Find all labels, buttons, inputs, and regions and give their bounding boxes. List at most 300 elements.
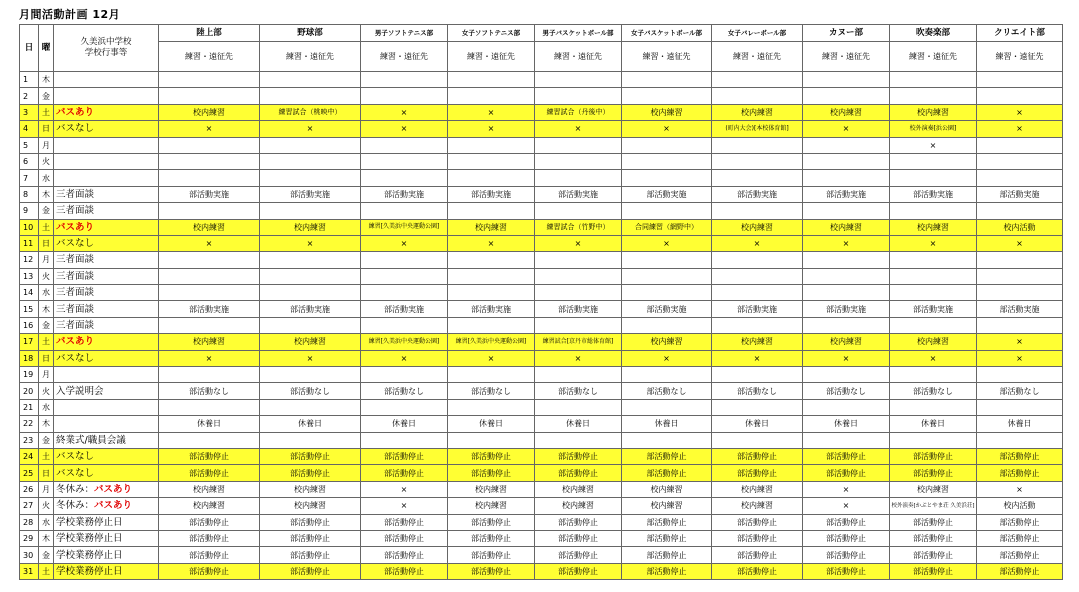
activity-cell: 部活動停止 (448, 514, 535, 530)
activity-cell (622, 367, 712, 383)
activity-cell: × (622, 235, 712, 251)
activity-cell (159, 285, 260, 301)
event-cell (54, 514, 159, 530)
day-cell: 20 (20, 383, 39, 399)
weekday-cell: 火 (39, 268, 54, 284)
table-row (20, 268, 1063, 284)
activity-cell (622, 153, 712, 169)
activity-cell: 部活動なし (977, 383, 1063, 399)
weekday-cell: 水 (39, 170, 54, 186)
activity-cell: 部活動停止 (622, 448, 712, 464)
club-header-8: 吹奏楽部 (890, 25, 977, 42)
activity-cell (448, 268, 535, 284)
weekday-cell: 月 (39, 481, 54, 497)
weekday-cell: 金 (39, 432, 54, 448)
activity-cell (361, 170, 448, 186)
weekday-cell: 月 (39, 137, 54, 153)
activity-cell (890, 170, 977, 186)
activity-cell (260, 252, 361, 268)
weekday-cell: 月 (39, 367, 54, 383)
activity-cell: × (361, 498, 448, 514)
event-text: バスなし (56, 467, 95, 479)
event-cell (54, 317, 159, 333)
activity-cell (803, 268, 890, 284)
activity-cell (260, 88, 361, 104)
activity-cell: 部活動実施 (977, 301, 1063, 317)
activity-cell: 校内練習 (712, 334, 803, 350)
activity-cell (159, 399, 260, 415)
event-text: 学校業務停止日 (56, 549, 123, 561)
activity-cell (361, 252, 448, 268)
event-cell (54, 465, 159, 481)
activity-cell (977, 317, 1063, 333)
table-row (20, 317, 1063, 333)
activity-cell (535, 203, 622, 219)
activity-cell: 部活動停止 (159, 530, 260, 546)
weekday-cell: 金 (39, 547, 54, 563)
activity-cell (159, 252, 260, 268)
activity-cell (622, 137, 712, 153)
activity-schedule-table (19, 24, 1063, 580)
event-cell (54, 448, 159, 464)
activity-cell: 部活動実施 (535, 301, 622, 317)
table-row (20, 530, 1063, 546)
club-header-5: 女子バスケットボール部 (622, 25, 712, 42)
activity-cell: × (977, 104, 1063, 120)
event-cell (54, 432, 159, 448)
activity-cell: 校内練習 (535, 498, 622, 514)
activity-cell: 部活動停止 (622, 530, 712, 546)
event-cell (54, 383, 159, 399)
activity-cell: × (712, 350, 803, 366)
activity-cell: 校内練習 (803, 219, 890, 235)
weekday-cell: 金 (39, 203, 54, 219)
activity-cell: 練習試合（桃映中） (260, 104, 361, 120)
event-text: バスなし (56, 238, 95, 250)
activity-cell (977, 153, 1063, 169)
weekday-cell: 木 (39, 186, 54, 202)
activity-cell (448, 367, 535, 383)
event-cell (54, 350, 159, 366)
activity-cell (361, 399, 448, 415)
event-text: 終業式/職員会議 (56, 434, 126, 446)
day-cell: 16 (20, 317, 39, 333)
activity-cell: 部活動停止 (803, 465, 890, 481)
activity-cell: 部活動なし (803, 383, 890, 399)
activity-cell (977, 285, 1063, 301)
activity-cell: × (361, 104, 448, 120)
event-text: バスなし (56, 123, 95, 135)
day-cell: 18 (20, 350, 39, 366)
event-cell (54, 235, 159, 251)
activity-cell: 部活動なし (260, 383, 361, 399)
activity-cell (361, 72, 448, 88)
activity-cell: 部活動実施 (890, 301, 977, 317)
event-text: バスなし (56, 352, 95, 364)
table-row (20, 563, 1063, 579)
activity-cell: 部活動停止 (159, 465, 260, 481)
activity-cell (977, 432, 1063, 448)
activity-cell: 練習試合（竹野中） (535, 219, 622, 235)
weekday-cell: 木 (39, 72, 54, 88)
activity-cell: 校外演奏[かぶとやま荘 久美浜荘] (890, 498, 977, 514)
activity-cell (803, 170, 890, 186)
club-subheader-9: 練習・遠征先 (977, 42, 1063, 72)
activity-cell: 休養日 (448, 416, 535, 432)
activity-cell: 部活動停止 (622, 563, 712, 579)
activity-cell: × (448, 350, 535, 366)
table-row (20, 235, 1063, 251)
activity-cell (622, 285, 712, 301)
activity-cell (622, 88, 712, 104)
activity-cell (977, 399, 1063, 415)
activity-cell (803, 203, 890, 219)
activity-cell: 部活動実施 (260, 186, 361, 202)
activity-cell: 練習試合[京丹市総体育館] (535, 334, 622, 350)
day-cell: 19 (20, 367, 39, 383)
activity-cell: 校内練習 (803, 334, 890, 350)
weekday-cell: 日 (39, 121, 54, 137)
activity-cell (977, 72, 1063, 88)
table-row (20, 367, 1063, 383)
table-row (20, 448, 1063, 464)
activity-cell (622, 399, 712, 415)
day-cell: 26 (20, 481, 39, 497)
activity-cell (890, 285, 977, 301)
event-text: 学校業務停止日 (56, 533, 123, 545)
club-subheader-3: 練習・遠征先 (448, 42, 535, 72)
activity-cell: 校内練習 (535, 481, 622, 497)
activity-cell: 部活動実施 (977, 186, 1063, 202)
activity-cell: 校内練習 (159, 104, 260, 120)
club-header-9: クリエイト部 (977, 25, 1063, 42)
activity-cell: 休養日 (890, 416, 977, 432)
weekday-cell: 土 (39, 448, 54, 464)
club-subheader-7: 練習・遠征先 (803, 42, 890, 72)
table-row (20, 514, 1063, 530)
activity-cell: × (448, 121, 535, 137)
activity-cell: 校内練習 (622, 498, 712, 514)
day-cell: 24 (20, 448, 39, 464)
activity-cell (535, 317, 622, 333)
event-text: 学校業務停止日 (56, 565, 123, 577)
activity-cell (712, 170, 803, 186)
activity-cell (890, 72, 977, 88)
table-row (20, 203, 1063, 219)
activity-cell: 校内練習 (712, 104, 803, 120)
activity-cell (712, 153, 803, 169)
day-cell: 1 (20, 72, 39, 88)
activity-cell: 部活動停止 (535, 465, 622, 481)
activity-cell (260, 153, 361, 169)
activity-cell: 部活動実施 (803, 186, 890, 202)
activity-cell: 部活動実施 (361, 301, 448, 317)
event-cell (54, 563, 159, 579)
activity-cell (890, 367, 977, 383)
activity-cell: 部活動停止 (803, 563, 890, 579)
activity-cell: × (448, 104, 535, 120)
activity-cell: 部活動停止 (712, 514, 803, 530)
activity-cell: 練習[久美浜中央運動公園] (361, 334, 448, 350)
activity-cell: 部活動停止 (977, 530, 1063, 546)
day-cell: 3 (20, 104, 39, 120)
event-cell (54, 170, 159, 186)
activity-cell (977, 268, 1063, 284)
activity-cell: 校内練習 (159, 481, 260, 497)
activity-cell (361, 88, 448, 104)
activity-cell: 校内練習 (159, 498, 260, 514)
activity-cell: 校内練習 (622, 334, 712, 350)
activity-cell: 部活動停止 (260, 465, 361, 481)
activity-cell: 部活動なし (159, 383, 260, 399)
club-header-0: 陸上部 (159, 25, 260, 42)
event-cell (54, 153, 159, 169)
activity-cell: 部活動停止 (890, 547, 977, 563)
event-text: 三者面談 (56, 254, 95, 266)
table-row (20, 88, 1063, 104)
activity-cell: 部活動実施 (260, 301, 361, 317)
activity-cell: 部活動停止 (159, 547, 260, 563)
activity-cell (890, 88, 977, 104)
table-row (20, 498, 1063, 514)
activity-cell: 部活動実施 (803, 301, 890, 317)
activity-cell (803, 285, 890, 301)
table-row (20, 137, 1063, 153)
activity-cell: 部活動停止 (448, 563, 535, 579)
table-row (20, 153, 1063, 169)
activity-cell (622, 317, 712, 333)
activity-cell (159, 137, 260, 153)
club-subheader-2: 練習・遠征先 (361, 42, 448, 72)
activity-cell: 部活動停止 (622, 547, 712, 563)
weekday-cell: 日 (39, 235, 54, 251)
weekday-cell: 火 (39, 383, 54, 399)
club-header-3: 女子ソフトテニス部 (448, 25, 535, 42)
activity-cell (977, 367, 1063, 383)
activity-cell (890, 252, 977, 268)
activity-cell: 校内練習 (448, 498, 535, 514)
event-text: 三者面談 (56, 287, 95, 299)
activity-cell: × (622, 121, 712, 137)
activity-cell (977, 88, 1063, 104)
bus-status-text: バスあり (94, 500, 133, 512)
activity-cell: 校内練習 (712, 498, 803, 514)
activity-cell: × (535, 350, 622, 366)
activity-cell: 校内練習 (260, 334, 361, 350)
activity-cell (803, 432, 890, 448)
activity-cell (977, 170, 1063, 186)
activity-cell (361, 137, 448, 153)
weekday-cell: 日 (39, 350, 54, 366)
activity-cell (622, 432, 712, 448)
activity-cell (890, 317, 977, 333)
activity-cell: 部活動停止 (260, 547, 361, 563)
activity-cell: 休養日 (977, 416, 1063, 432)
table-row (20, 72, 1063, 88)
activity-cell (448, 285, 535, 301)
activity-cell (622, 72, 712, 88)
activity-cell (712, 72, 803, 88)
day-cell: 23 (20, 432, 39, 448)
activity-cell (361, 268, 448, 284)
table-row (20, 350, 1063, 366)
activity-cell: 部活動停止 (890, 465, 977, 481)
activity-cell: 部活動停止 (535, 514, 622, 530)
activity-cell (361, 203, 448, 219)
activity-cell: 部活動停止 (260, 448, 361, 464)
activity-cell (622, 170, 712, 186)
activity-cell: 校内練習 (260, 481, 361, 497)
table-row (20, 334, 1063, 350)
activity-cell (448, 72, 535, 88)
activity-cell: 部活動停止 (890, 530, 977, 546)
day-cell: 30 (20, 547, 39, 563)
activity-cell: 部活動停止 (361, 547, 448, 563)
event-cell (54, 186, 159, 202)
activity-cell: 部活動停止 (622, 465, 712, 481)
activity-cell (535, 88, 622, 104)
activity-cell (803, 367, 890, 383)
activity-cell (448, 317, 535, 333)
activity-cell (803, 88, 890, 104)
activity-cell (361, 153, 448, 169)
school-name: 久美浜中学校 (80, 37, 132, 47)
activity-cell (803, 252, 890, 268)
activity-cell (535, 170, 622, 186)
event-text: バスあり (56, 336, 95, 348)
day-cell: 2 (20, 88, 39, 104)
table-row (20, 285, 1063, 301)
day-cell: 29 (20, 530, 39, 546)
day-cell: 5 (20, 137, 39, 153)
table-row (20, 383, 1063, 399)
activity-cell: × (622, 350, 712, 366)
activity-cell (260, 203, 361, 219)
activity-cell: 部活動停止 (890, 514, 977, 530)
activity-cell: 部活動停止 (535, 547, 622, 563)
activity-cell (712, 252, 803, 268)
activity-cell: × (803, 498, 890, 514)
activity-cell: × (159, 350, 260, 366)
activity-cell (448, 170, 535, 186)
activity-cell (159, 170, 260, 186)
activity-cell: 部活動なし (448, 383, 535, 399)
activity-cell: 練習[久美浜中央運動公園] (448, 334, 535, 350)
activity-cell (803, 72, 890, 88)
activity-cell: × (977, 481, 1063, 497)
activity-cell: 部活動なし (622, 383, 712, 399)
activity-cell: 部活動停止 (361, 514, 448, 530)
event-cell (54, 334, 159, 350)
activity-cell: 部活動実施 (712, 301, 803, 317)
table-row (20, 465, 1063, 481)
activity-cell: 部活動実施 (159, 301, 260, 317)
activity-cell: 校内活動 (977, 498, 1063, 514)
activity-cell: 休養日 (159, 416, 260, 432)
activity-cell: (町内大会)[本校体育館] (712, 121, 803, 137)
activity-cell: 校内練習 (890, 104, 977, 120)
activity-cell: × (803, 235, 890, 251)
activity-cell (535, 399, 622, 415)
activity-cell: 部活動停止 (712, 448, 803, 464)
activity-cell: 部活動停止 (448, 448, 535, 464)
activity-cell: 部活動停止 (159, 514, 260, 530)
activity-cell: 部活動停止 (260, 563, 361, 579)
activity-cell (712, 203, 803, 219)
activity-cell: × (361, 235, 448, 251)
weekday-cell: 火 (39, 498, 54, 514)
activity-cell (260, 432, 361, 448)
activity-cell: × (260, 121, 361, 137)
day-cell: 15 (20, 301, 39, 317)
activity-cell (712, 285, 803, 301)
day-cell: 9 (20, 203, 39, 219)
activity-cell (159, 72, 260, 88)
activity-cell: 部活動実施 (622, 186, 712, 202)
weekday-cell: 土 (39, 334, 54, 350)
activity-cell (448, 203, 535, 219)
activity-cell: 部活動実施 (448, 301, 535, 317)
activity-cell: 休養日 (622, 416, 712, 432)
event-text: 入学説明会 (56, 385, 104, 397)
activity-cell: × (803, 121, 890, 137)
activity-cell: 部活動停止 (712, 547, 803, 563)
activity-cell: 部活動停止 (448, 465, 535, 481)
activity-cell (890, 268, 977, 284)
activity-cell (361, 317, 448, 333)
club-header-4: 男子バスケットボール部 (535, 25, 622, 42)
activity-cell (890, 432, 977, 448)
weekday-cell: 火 (39, 153, 54, 169)
activity-cell: × (361, 350, 448, 366)
weekday-cell: 水 (39, 514, 54, 530)
activity-cell (159, 88, 260, 104)
table-row (20, 252, 1063, 268)
activity-cell (712, 399, 803, 415)
activity-cell: 部活動停止 (448, 530, 535, 546)
activity-cell: 校内練習 (622, 104, 712, 120)
activity-cell (159, 268, 260, 284)
activity-cell (448, 137, 535, 153)
day-cell: 12 (20, 252, 39, 268)
activity-cell (260, 170, 361, 186)
activity-cell (803, 399, 890, 415)
event-cell (54, 301, 159, 317)
activity-cell (712, 317, 803, 333)
event-cell (54, 72, 159, 88)
table-row (20, 170, 1063, 186)
weekday-cell: 土 (39, 104, 54, 120)
activity-cell: × (977, 235, 1063, 251)
activity-cell: × (890, 350, 977, 366)
activity-cell: 部活動実施 (361, 186, 448, 202)
event-cell (54, 399, 159, 415)
event-text: バスなし (56, 451, 95, 463)
weekday-cell: 木 (39, 301, 54, 317)
activity-cell (260, 137, 361, 153)
club-header-7: カヌー部 (803, 25, 890, 42)
activity-cell: 部活動停止 (159, 563, 260, 579)
activity-cell: 部活動停止 (260, 530, 361, 546)
activity-cell: × (448, 235, 535, 251)
activity-cell: 部活動停止 (535, 530, 622, 546)
activity-cell: 休養日 (712, 416, 803, 432)
activity-cell: 部活動実施 (535, 186, 622, 202)
table-row (20, 481, 1063, 497)
weekday-cell: 木 (39, 530, 54, 546)
activity-cell (535, 252, 622, 268)
event-text: バスあり (56, 221, 95, 233)
